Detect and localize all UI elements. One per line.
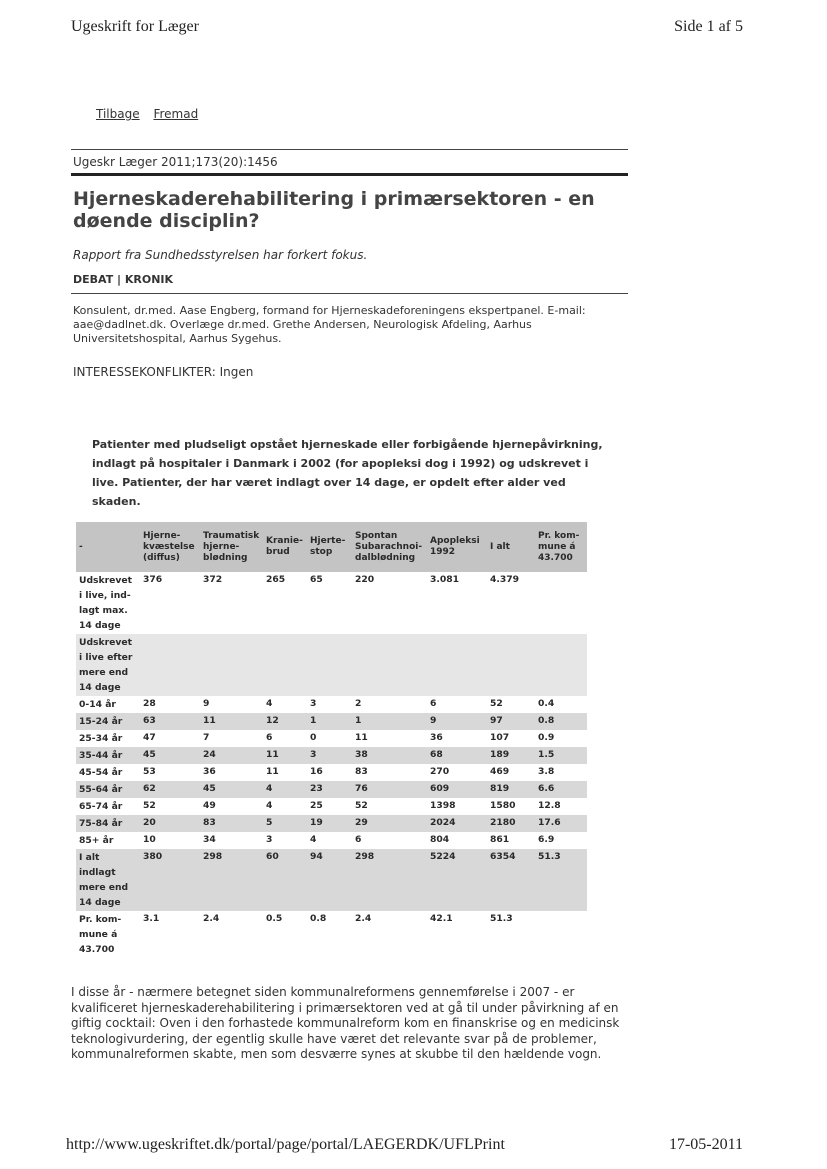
table-cell: 45 <box>140 747 200 764</box>
table-cell: 51.3 <box>535 849 587 911</box>
table-cell: 3 <box>310 698 317 709</box>
table-cell: 83 <box>200 815 263 832</box>
table-cell: 1580 <box>490 800 516 811</box>
table-header-row <box>76 522 587 572</box>
table-cell: 3.081 <box>430 574 460 585</box>
table-cell: 2 <box>355 698 362 709</box>
table-cell: 24 <box>200 747 263 764</box>
table-cell: 19 <box>307 815 352 832</box>
table-cell: 4 <box>310 834 317 845</box>
article-title: Hjerneskaderehabilitering i primærsektoren - en døende disciplin? <box>73 188 595 232</box>
table-cell: 11 <box>263 747 307 764</box>
row-label: 0-14 år <box>79 699 116 710</box>
table-cell <box>427 634 487 696</box>
table-cell: 12.8 <box>538 800 561 811</box>
table-cell: 220 <box>355 574 375 585</box>
table-cell: 861 <box>490 834 510 845</box>
table-cell: 10 <box>143 834 156 845</box>
table-cell: 76 <box>352 781 427 798</box>
table-cell: 6 <box>355 834 362 845</box>
table-cell: 62 <box>140 781 200 798</box>
article-subtitle: Rapport fra Sundhedsstyrelsen har forkert fokus. <box>73 248 368 262</box>
table-row <box>76 634 587 696</box>
table-cell: 52 <box>490 698 503 709</box>
row-label: 35-44 år <box>76 747 140 764</box>
table-cell: 0.4 <box>538 698 555 709</box>
table-cell: 12 <box>263 713 307 730</box>
table-cell: 9 <box>427 713 487 730</box>
back-link[interactable]: Tilbage <box>96 107 140 121</box>
table-row <box>76 764 587 781</box>
body-paragraph: I disse år - nærmere betegnet siden kommunalreformens gennemførelse i 2007 - er kvalificeret hjerneskaderehabilitering i primærsektoren ved at gå til under påvirkning af en giftig cocktail: Oven i den forhastede kommunalreform kom en finanskrise og en medicinsk teknologivurdering, der egentlig skulle have været det relevante svar på de problemer, kommunalreformen skabte, men som desværre synes at skubbe til den hældende vogn. <box>71 985 620 1061</box>
row-label: I alt indlagt mere end 14 dage <box>76 849 140 911</box>
nav-links <box>96 107 208 121</box>
table-row <box>76 747 587 764</box>
row-label: Pr. kom-mune á 43.700 <box>79 914 122 955</box>
table-cell: 16 <box>310 766 323 777</box>
table-cell: 63 <box>140 713 200 730</box>
table-cell: 2024 <box>427 815 487 832</box>
row-label: 65-74 år <box>79 801 123 812</box>
table-cell: 94 <box>307 849 352 911</box>
table-row <box>76 696 587 713</box>
table-header-cell: Kranie-brud <box>263 522 307 572</box>
table-cell: 42.1 <box>430 913 453 924</box>
table-cell <box>200 634 263 696</box>
table-cell: 6 <box>430 698 437 709</box>
author-info: Konsulent, dr.med. Aase Engberg, formand for Hjerneskadeforeningens ekspertpanel. E-mail: aae@dadlnet.dk. Overlæge dr.med. Grethe Andersen, Neurologisk Afdeling, Aarhus Universitetshospital, Aarhus Sygehus. <box>73 304 586 345</box>
table-cell: 0.5 <box>266 913 283 924</box>
table-cell: 6.6 <box>535 781 587 798</box>
citation: Ugeskr Læger 2011;173(20):1456 <box>73 155 278 169</box>
table-cell: 819 <box>487 781 535 798</box>
table-cell: 4 <box>266 800 273 811</box>
table-cell: 3.1 <box>143 913 160 924</box>
table-cell: 376 <box>143 574 163 585</box>
table-cell: 189 <box>487 747 535 764</box>
table-cell: 372 <box>203 574 223 585</box>
table-cell: 1 <box>352 713 427 730</box>
table-cell: 6.9 <box>538 834 555 845</box>
table-row <box>76 730 587 747</box>
table-header-cell: Hjerte-stop <box>307 522 352 572</box>
table-cell: 9 <box>203 698 210 709</box>
table-cell: 49 <box>203 800 216 811</box>
table-cell: 1 <box>307 713 352 730</box>
table-cell: 4 <box>266 698 273 709</box>
table-cell: 83 <box>355 766 368 777</box>
row-label: 15-24 år <box>76 713 140 730</box>
table-cell: 4.379 <box>490 574 520 585</box>
table-cell: 469 <box>490 766 510 777</box>
table-cell: 60 <box>263 849 307 911</box>
forward-link[interactable]: Fremad <box>153 107 199 121</box>
table-row <box>76 572 587 634</box>
table-cell: 28 <box>143 698 156 709</box>
table-cell: 36 <box>430 732 443 743</box>
table-cell: 107 <box>490 732 510 743</box>
table-cell: 2.4 <box>203 913 220 924</box>
table-cell: 0.8 <box>535 713 587 730</box>
table-cell <box>263 634 307 696</box>
table-cell: 6 <box>266 732 273 743</box>
table-cell <box>535 572 587 634</box>
table-cell: 4 <box>263 781 307 798</box>
table-cell: 3 <box>307 747 352 764</box>
table-cell: 1.5 <box>535 747 587 764</box>
row-label: 75-84 år <box>76 815 140 832</box>
table-cell: 6354 <box>487 849 535 911</box>
table-row <box>76 815 587 832</box>
table-cell: 20 <box>140 815 200 832</box>
patient-table <box>76 522 587 958</box>
table-header-cell: Traumatisk hjerne-blødning <box>200 522 263 572</box>
table-cell: 51.3 <box>490 913 513 924</box>
table-cell: 23 <box>307 781 352 798</box>
table-cell: 270 <box>430 766 450 777</box>
table-cell: 7 <box>203 732 210 743</box>
table-header-cell: Spontan Subarachnoi-dalblødning <box>352 522 427 572</box>
footer-date: 17-05-2011 <box>668 1136 743 1153</box>
table-cell <box>535 634 587 696</box>
table-cell: 1398 <box>430 800 456 811</box>
table-cell: 609 <box>427 781 487 798</box>
footer-url: http://www.ugeskriftet.dk/portal/page/portal/LAEGERDK/UFLPrint <box>66 1136 505 1153</box>
table-cell: 3 <box>266 834 273 845</box>
row-label: Udskrevet i live, ind-lagt max. 14 dage <box>79 575 132 631</box>
table-cell: 11 <box>355 732 368 743</box>
table-row <box>76 849 587 911</box>
row-label: 55-64 år <box>76 781 140 798</box>
table-row <box>76 713 587 730</box>
section-label: DEBAT | KRONIK <box>73 273 174 286</box>
table-cell <box>352 634 427 696</box>
table-cell: 17.6 <box>535 815 587 832</box>
table-cell: 45 <box>200 781 263 798</box>
table-cell: 11 <box>200 713 263 730</box>
row-label: Udskrevet i live efter mere end 14 dage <box>76 634 140 696</box>
divider <box>71 173 628 176</box>
table-cell <box>487 634 535 696</box>
table-cell: 38 <box>352 747 427 764</box>
table-cell: 52 <box>143 800 156 811</box>
table-cell: 68 <box>427 747 487 764</box>
row-label: 85+ år <box>79 835 114 846</box>
table-header-cell: Hjerne-kvæstelse (diffus) <box>140 522 200 572</box>
table-cell: 5224 <box>427 849 487 911</box>
table-cell <box>535 911 587 958</box>
table-cell: 5 <box>263 815 307 832</box>
table-cell: 65 <box>310 574 323 585</box>
table-cell <box>140 634 200 696</box>
table-cell: 36 <box>203 766 216 777</box>
table-cell: 2.4 <box>355 913 372 924</box>
table-cell: 0 <box>310 732 317 743</box>
table-cell: 0.8 <box>310 913 327 924</box>
table-cell: 34 <box>203 834 216 845</box>
table-cell: 3.8 <box>538 766 555 777</box>
row-label: 25-34 år <box>79 733 123 744</box>
table-cell: 0.9 <box>538 732 555 743</box>
row-label: 45-54 år <box>79 767 123 778</box>
table-cell <box>307 634 352 696</box>
table-cell: 52 <box>355 800 368 811</box>
page-indicator: Side 1 af 5 <box>674 18 743 35</box>
table-cell: 11 <box>266 766 279 777</box>
table-cell: 25 <box>310 800 323 811</box>
table-cell: 53 <box>143 766 156 777</box>
table-row <box>76 781 587 798</box>
table-cell: 298 <box>200 849 263 911</box>
table-header-cell: Pr. kom-mune á 43.700 <box>535 522 587 572</box>
table-header-cell: Apopleksi 1992 <box>427 522 487 572</box>
conflict-statement: INTERESSEKONFLIKTER: Ingen <box>73 365 254 379</box>
table-caption: Patienter med pludseligt opstået hjerneskade eller forbigående hjernepåvirkning, indlagt på hospitaler i Danmark i 2002 (for apopleksi dog i 1992) og udskrevet i live. Patienter, der har været indlagt over 14 dage, er opdelt efter alder ved skaden. <box>92 438 603 508</box>
table-row <box>76 911 587 958</box>
table-row <box>76 832 587 849</box>
table-cell: 380 <box>140 849 200 911</box>
table-cell: 298 <box>352 849 427 911</box>
table-cell: 29 <box>352 815 427 832</box>
table-cell: 2180 <box>487 815 535 832</box>
divider <box>71 293 628 294</box>
table-header-cell: - <box>76 522 140 572</box>
table-cell: 804 <box>430 834 450 845</box>
journal-header: Ugeskrift for Læger <box>71 18 199 35</box>
table-cell: 97 <box>487 713 535 730</box>
table-cell: 47 <box>143 732 156 743</box>
table-cell: 265 <box>266 574 286 585</box>
table-row <box>76 798 587 815</box>
table-header-cell: I alt <box>487 522 535 572</box>
divider <box>71 149 628 150</box>
